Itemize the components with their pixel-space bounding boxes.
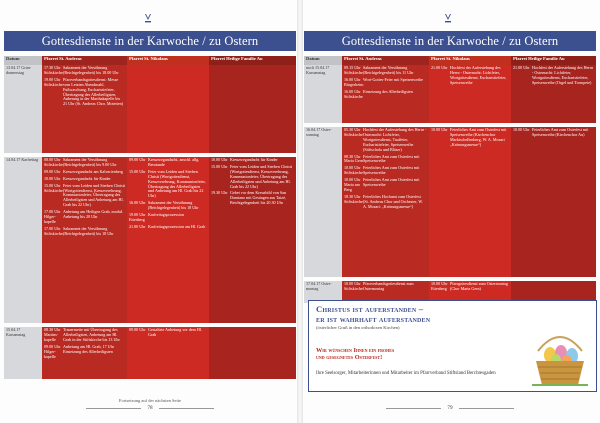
service-description: Gebet vor dem Kreuzbild von San Damiano mit Gesängen aus Taizé, Beichtgelegenheit bis 20.30 Uhr [230,190,287,206]
service-entry [129,158,207,168]
nikolaus-cell [429,65,511,123]
service-entry [44,184,125,209]
service-time: 16.00 Uhr [129,200,146,206]
service-place: Ettenberg [431,285,447,291]
service-description: Sakrament der Versöhnung (Beichtgelegenheit) bis 11 Uhr [363,65,414,75]
service-time: 18.30 Uhr [344,193,361,199]
service-description: Hochfest der Auferstehung des Herrn - Osternacht: Lichtfeier, Wortgottesdienst, Eucharistiefeier, Speisenweihe (Orgel und Trompete) [532,65,594,85]
table-header-row [4,56,296,65]
service-entry [344,66,427,76]
service-description: Einsetzung des Allerheiligsten [363,88,413,94]
left-page [4,0,296,423]
hf-cell [511,65,596,123]
service-time: 10.00 Uhr [513,127,530,132]
service-time: 10.00 Uhr [431,127,448,132]
service-description: Feier vom Leiden und Sterben Christi (Wortgottesdienst, Kreuzverehrung, Kommunionfeier, Übertragung des Allerheiligsten und Anbetung am Hl. Grab bis 22 Uhr) [148,168,206,199]
service-description: Sakrament der Versöhnung (Beichtgelegenheit) bis 18.00 Uhr [63,65,119,75]
service-place: Stiftskirche [44,230,63,236]
service-place: Stiftskirche [344,285,363,291]
service-place: Hilger-kapelle [44,214,56,224]
service-description: Hochfest der Auferstehung des Herrn - Osternacht: Lichtfeier, Wortgottesdienst, Eucharistiefeier, Speisenweihe [450,65,507,85]
andreas-cell [42,327,127,379]
service-entry [344,90,427,100]
service-entry [344,128,427,153]
service-time: 17.30 Uhr [44,65,61,70]
easter-subtitle: (österlicher Gruß in den orthodoxen Kirchen) [316,325,400,330]
date-cell: 17.04.17 Oster-montag [304,281,342,303]
service-description: Anbetung am Heiligen Grab, modul. Anbetung bis 20 Uhr [63,209,124,220]
service-place: Stiftskirche [44,81,63,87]
service-description: Wort-Gottes-Feier mit Speisenweihe [363,76,423,82]
service-time: 10.00 Uhr [44,175,61,181]
service-entry [344,166,427,176]
service-time: 15.00 Uhr [129,168,146,174]
service-entry [344,195,427,210]
service-entry [129,328,207,338]
service-entry [129,225,207,230]
service-place: Stiftskirche [44,69,63,75]
page-title: Gottesdienste in der Karwoche / zu Ostern [304,31,596,51]
table-row [4,327,296,379]
service-place: Stiftskirche [344,69,363,75]
service-description: Kreuzwegandacht am Kalvarienberg [63,168,123,174]
header-heilige-familie: Pfarrei Heilige Familie Au [209,56,296,65]
service-place: Stiftskirche [344,198,363,204]
andreas-cell [342,65,429,123]
schedule-table [304,56,596,303]
service-time: 10.00 Uhr [344,165,361,171]
service-entry [129,170,207,199]
service-time: 10.00 Uhr [344,281,361,286]
date-cell: 16.04.17 Oster-sonntag [304,127,342,277]
service-time: 19.00 Uhr [129,212,146,218]
date-cell: 14.04.17 Karfreitag [4,157,42,323]
service-time: 19.00 Uhr [44,76,61,82]
table-row [304,65,596,123]
easter-greeting-box [308,300,597,392]
header-nikolaus: Pfarrei St. Nikolaus [429,56,511,65]
service-entry [44,210,125,225]
service-description: Kreuzwegandacht für Kinder [63,175,111,181]
continuation-note: Fortsetzung auf der nächsten Seite [119,398,181,403]
service-time: 05.30 Uhr [344,127,361,132]
service-place: Stiftskirche [44,187,63,193]
table-row [304,127,596,277]
service-description: Pfarrverbandsgottesdienst zum Ostermontag [363,281,414,291]
service-description: Feier vom Leiden und Sterben Christi (Wortgottesdienst, Kreuzverehrung, Kommunionfeier, Übertragung des Allerheiligsten und Anbetung am Hl. Grab bis 22 Uhr) [63,182,125,208]
nikolaus-cell [127,65,209,153]
service-time: 09.00 Uhr [44,168,61,174]
service-description: Hochfest der Auferstehung des Herrn - Osternacht: Lichtfeier, Wortgottesdienst, Tauffeier, Eucharistiefeier, Speisenweihe (Stiftschola und Bläser) [363,127,427,152]
service-entry [44,170,125,175]
service-description: Sakrament der Versöhnung (Beichtgelegenheit) bis 18 Uhr [63,225,114,236]
service-description: Karfreitagsprozession am Hl. Grab [148,223,206,229]
service-entry [344,178,427,193]
service-place: Stiftskirche [344,93,363,99]
service-time: 17.00 Uhr [44,225,61,231]
service-entry [344,155,427,165]
service-description: Sakrament der Versöhnung (Beichtgelegenheit) bis 18 Uhr [148,200,199,211]
service-time: 08.30 Uhr [44,327,61,332]
table-row [4,157,296,323]
service-description: Pfarrverbandsgottesdienst: Messe vom Letzten Abendmahl, Fußwaschung, Eucharistiefeier, Übertragung des Allerheiligsten, Anbetung in der Marthakapelle bis 21 Uhr (St. Andreas Chor, Motetten) [63,76,123,107]
service-entry [431,282,509,292]
easter-wish: Wir wünschen Ihnen ein frohes und gesegnetes Osterfest! [316,347,395,362]
service-time: 09.00 Uhr [44,343,61,349]
page-title: Gottesdienste in der Karwoche / zu Ostern [4,31,296,51]
service-time: 15.00 Uhr [44,182,61,188]
header-nikolaus: Pfarrei St. Nikolaus [127,56,209,65]
date-cell: 13.04.17 Grün-donnerstag [4,65,42,153]
table-header-row [304,56,596,65]
header-andreas: Pfarrei St. Andreas [342,56,429,65]
service-description: Kreuzwegandacht für Kinder [230,157,278,162]
page-number: 78 [147,405,153,411]
service-time: 10.00 Uhr [211,157,228,162]
service-place: Hilger-kapelle [44,348,56,359]
service-time: 17.00 Uhr [44,209,61,215]
andreas-cell [42,65,127,153]
service-entry [44,78,125,107]
service-time: 21.00 Uhr [129,223,146,229]
service-time: 08.30 Uhr [344,153,361,159]
right-page [304,0,596,423]
service-description: Gestaltete Anbetung vor dem Hl. Grab [148,327,203,337]
service-description: Feierliches Amt zum Osterfest mit Speisenweihe [363,165,420,176]
crest-icon [144,14,152,23]
service-entry [513,128,594,138]
service-time: 08.00 Uhr [44,157,61,162]
nikolaus-cell [127,157,209,323]
hf-cell [209,157,296,323]
service-place: Stiftskirche [44,161,63,167]
service-entry [211,165,294,190]
date-cell: 15.04.17 Karsamstag [4,327,42,379]
service-description: Sakrament der Versöhnung (Beichtgelegenheit) bis 9.00 Uhr [63,157,117,167]
service-time: 09.00 Uhr [129,327,146,332]
service-description: Feierliches Amt zum Osterfest mit Speisenweihe (Kirchenchor Marktschellenberg, W. A. Mozart „Krönungsmesse“) [450,127,507,147]
book-gutter [297,0,303,423]
schedule-table [4,56,296,379]
service-place: Stiftskirche [344,131,363,137]
service-description: Feierliches Amt zum Osterfest mit Speisenweihe [363,153,420,164]
andreas-cell [42,157,127,323]
service-description: Kreuzwegandacht, anschl. allg. Beratunde [148,157,200,167]
service-description: Feierliches Hochamt zum Osterfest (St. Andreas Chor und Orchester, W. A. Mozart: „Krönungsmesse“) [363,193,423,209]
service-description: Feier vom Leiden und Sterben Christi (Wortgottesdienst, Kreuzverehrung, Kommunionfeier, Übertragung des Allerheiligsten und Anbetung am Hl. Grab bis 22 Uhr) [230,163,292,189]
service-description: Anbetung am Hl. Grab, 17 Uhr Einsetzung des Allerheiligsten [63,343,115,354]
page-number: 79 [447,405,453,411]
service-time: 15.00 Uhr [211,163,228,169]
service-entry [431,128,509,148]
header-andreas: Pfarrei St. Andreas [42,56,127,65]
service-entry [344,78,427,88]
service-description: Feierliches Amt zum Osterfest mit Speisenweihe [363,177,420,188]
date-cell: noch 15.04.17 Karsamstag [304,65,342,123]
header-heilige-familie: Pfarrei Heilige Familie Au [511,56,596,65]
hf-cell [511,127,596,277]
service-entry [129,213,207,223]
service-place: Martins-kapelle [44,331,59,342]
andreas-cell [342,127,429,277]
crest-icon [444,14,452,23]
hf-cell [209,327,296,379]
service-description: Pfarrgottesdienst zum Ostermontag (Chor Maria Gern) [450,281,508,291]
service-entry [513,66,594,86]
table-row [4,65,296,153]
service-description: Karfreitagsprozession [148,212,184,218]
service-place: Stiftskirche [344,170,363,176]
service-time: 16.00 Uhr [344,88,361,94]
easter-closing: Ihre Seelsorger, Mitarbeiterinnen und Mitarbeiter im Pfarrverband Stiftsland Berchtesgaden [316,371,496,376]
service-description: Feierliches Amt zum Osterfest mit Speisenweihe (Kirchenchor Au) [532,127,589,137]
service-time: 10.00 Uhr [344,177,361,183]
easter-basket-icon [530,331,590,387]
service-entry [211,191,294,206]
service-description: Trauermette mit Übertragung des Allerheiligsten, Anbetung am Hl. Grab in der Stiftskirche bis 13 Uhr [63,327,120,342]
service-entry [44,345,125,360]
service-place: Bürgerheim [344,81,364,87]
service-time: 19.30 Uhr [211,190,228,196]
service-entry [344,282,427,292]
service-place: Maria Gern [344,158,363,164]
service-time: 16.00 Uhr [344,76,361,82]
service-time: 09.15 Uhr [344,65,361,70]
service-place: Ettenberg [129,216,145,222]
header-date: Datum [304,56,342,65]
service-entry [44,158,125,168]
service-time: 09.00 Uhr [129,157,146,162]
service-time: 21.00 Uhr [431,65,448,70]
service-entry [431,66,509,86]
service-entry [44,328,125,343]
service-place: Maria am Berg [344,182,360,192]
service-entry [44,66,125,76]
nikolaus-cell [429,127,511,277]
hf-cell [209,65,296,153]
service-entry [129,201,207,211]
service-time: 10.00 Uhr [431,281,448,286]
easter-headline: Christus ist auferstanden – er ist wahrhaft auferstanden [316,304,431,324]
service-time: 21.00 Uhr [513,65,530,70]
nikolaus-cell [127,327,209,379]
service-entry [44,227,125,237]
service-entry [44,177,125,182]
service-entry [211,158,294,163]
header-date: Datum [4,56,42,65]
